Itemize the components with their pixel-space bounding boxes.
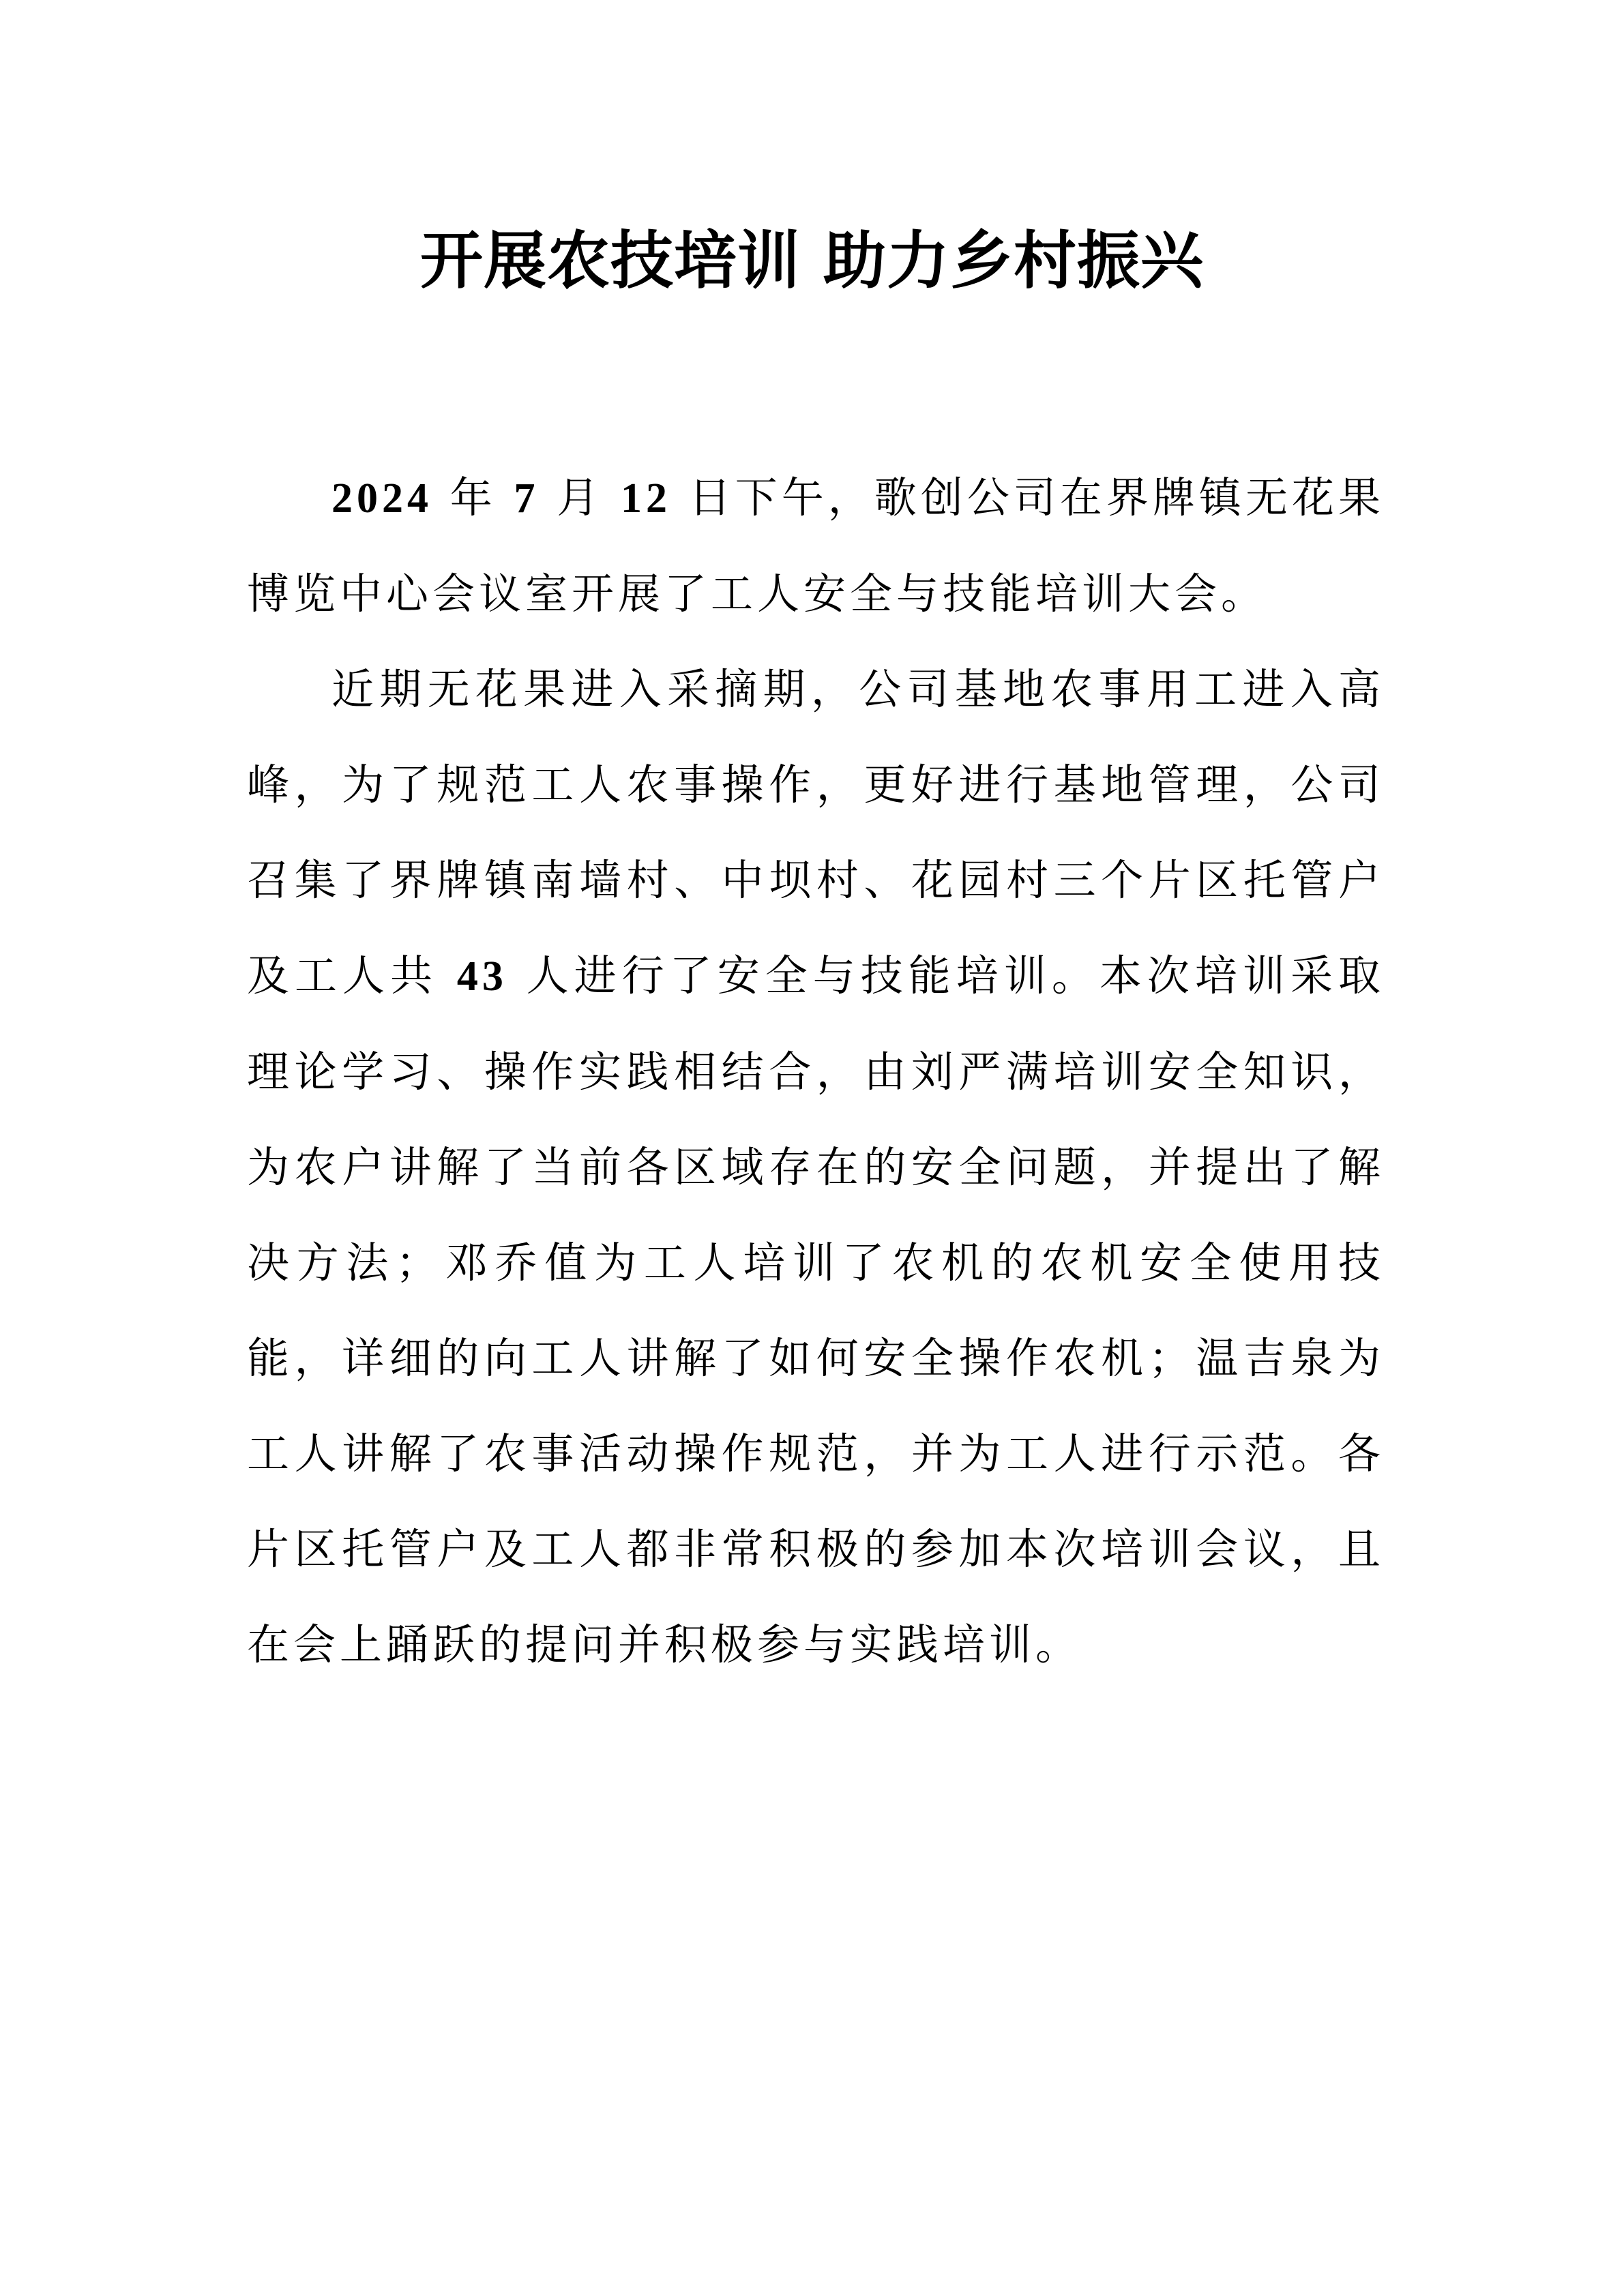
date-year: 2024 — [331, 475, 432, 522]
paragraph-2 — [247, 642, 1385, 1693]
paragraph-1-text: 日下午，歌创公司在界牌镇无花果博览中心会议室开展了工人安全与技能培训大会。 — [247, 473, 1385, 618]
document-title: 开展农技培训 助力乡村振兴 — [419, 224, 1205, 297]
date-text-2: 月 — [539, 473, 621, 522]
document-body — [247, 450, 1385, 1693]
paragraph-2-text-after: 人进行了安全与技能培训。本次培训采取理论学习、操作实践相结合，由刘严满培训安全知识，为农户讲解了当前各区域存在的安全问题，并提出了解决方法；邓乔值为工人培训了农机的农机安全使用技能，详细的向工人讲解了如何安全操作农机；温吉泉为工人讲解了农事活动操作规范，并为工人进行示范。各片区托管户及工人都非常积极的参加本次培训会议，且在会上踊跃的提问并积极参与实践培训。 — [247, 951, 1385, 1669]
date-month: 7 — [514, 475, 540, 522]
date-text-1: 年 — [432, 473, 514, 522]
paragraph-2-text-before: 近期无花果进入采摘期，公司基地农事用工进入高峰，为了规范工人农事操作，更好进行基地管理，公司召集了界牌镇南墙村、中坝村、花园村三个片区托管户及工人共 — [247, 664, 1385, 1000]
participant-count: 43 — [456, 953, 507, 1000]
paragraph-1 — [247, 450, 1385, 642]
date-day: 12 — [620, 475, 671, 522]
